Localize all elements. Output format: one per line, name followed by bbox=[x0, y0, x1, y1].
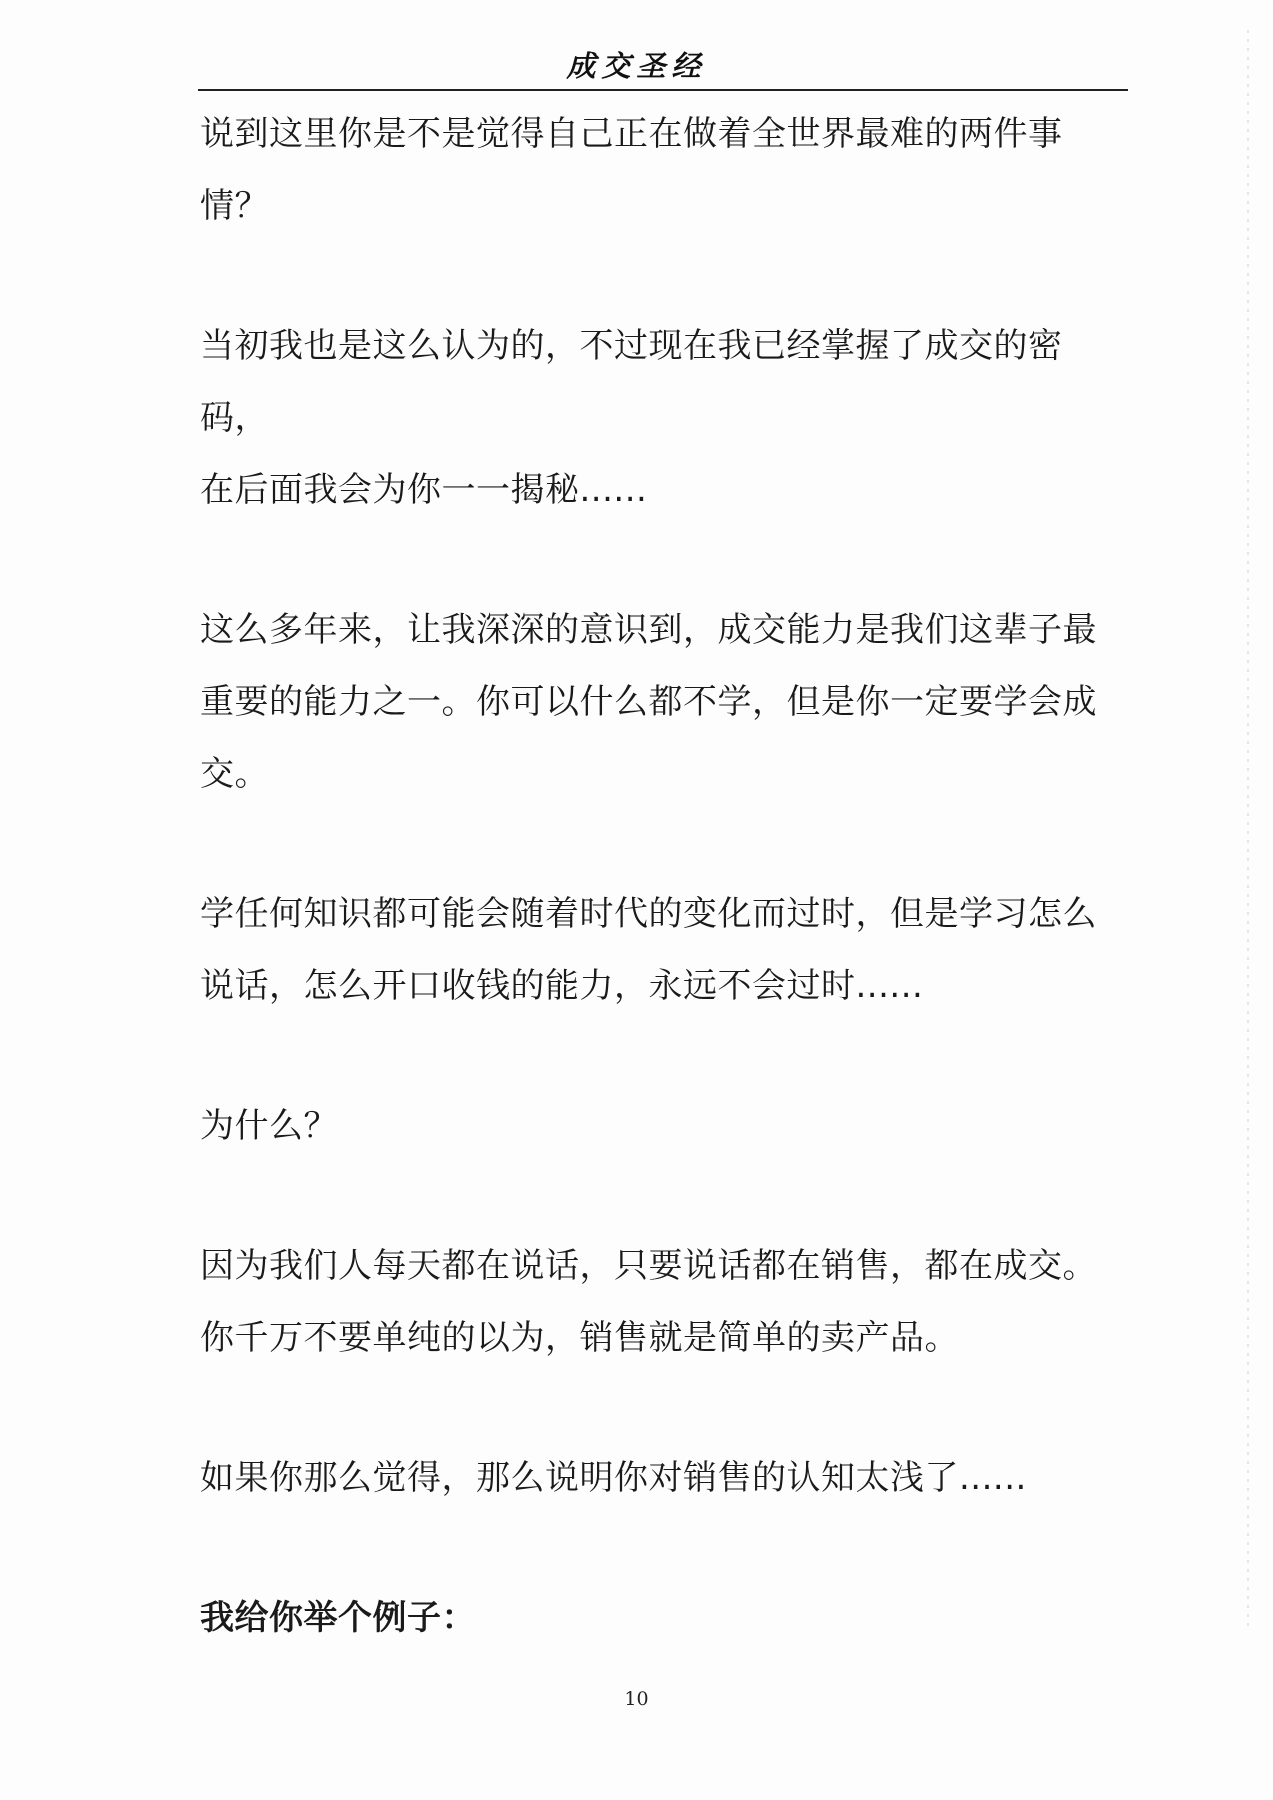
paragraph-1: 说到这里你是不是觉得自己正在做着全世界最难的两件事 情？ bbox=[200, 114, 1063, 226]
paragraph-5: 为什么？ bbox=[200, 1106, 338, 1146]
scan-edge-artifact bbox=[1247, 30, 1249, 1630]
paragraph-3: 这么多年来，让我深深的意识到，成交能力是我们这辈子最 重要的能力之一。你可以什么都不学，但是你一定要学会成 交。 bbox=[200, 610, 1097, 794]
page-number: 10 bbox=[624, 1688, 649, 1710]
paragraph-7: 如果你那么觉得，那么说明你对销售的认知太浅了...... bbox=[200, 1458, 1027, 1498]
paragraph-4: 学任何知识都可能会随着时代的变化而过时，但是学习怎么 说话，怎么开口收钱的能力，永远不会过时...... bbox=[200, 894, 1097, 1006]
paragraph-2: 当初我也是这么认为的，不过现在我已经掌握了成交的密码， 在后面我会为你一一揭秘...... bbox=[200, 326, 1063, 510]
paragraph-6: 因为我们人每天都在说话，只要说话都在销售，都在成交。 你千万不要单纯的以为，销售就是简单的卖产品。 bbox=[200, 1246, 1097, 1358]
page-body bbox=[200, 98, 1130, 1654]
running-header-title: 成交圣经 bbox=[566, 49, 707, 83]
section-lead-heading: 我给你举个例子： bbox=[200, 1598, 476, 1638]
header-rule bbox=[198, 89, 1128, 91]
